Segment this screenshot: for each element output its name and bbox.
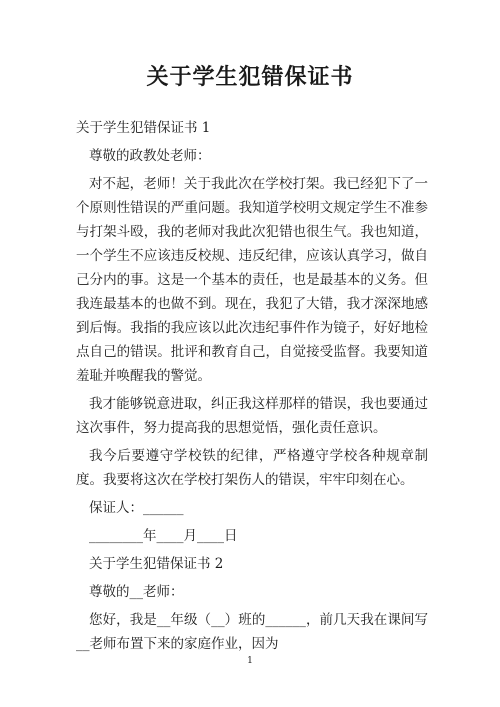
section-heading-2: 关于学生犯错保证书 2 bbox=[89, 556, 224, 572]
page-number: 1 bbox=[247, 656, 253, 666]
guarantor-line: 保证人：______ bbox=[89, 500, 184, 516]
document-title: 关于学生犯错保证书 bbox=[146, 64, 354, 90]
section-heading-1: 关于学生犯错保证书 1 bbox=[76, 120, 211, 136]
paragraph-intro-2: 您好，我是__年级（__）班的______，前几天我在课间写__老师布置下来的家庭作业，因为 bbox=[76, 612, 428, 652]
paragraph-pledge: 我今后要遵守学校铁的纪律，严格遵守学校各种规章制度。我要将这次在学校打架伤人的错误，牢牢印刻在心。 bbox=[76, 448, 428, 488]
paragraph-progress: 我才能够锐意进取，纠正我这样那样的错误，我也要通过这次事件，努力提高我的思想觉悟，强化责任意识。 bbox=[76, 396, 428, 436]
salutation-2: 尊敬的__老师： bbox=[89, 584, 184, 600]
date-line: ________年____月____日 bbox=[89, 528, 238, 544]
salutation-1: 尊敬的政教处老师： bbox=[89, 148, 211, 164]
paragraph-apology: 对不起，老师！关于我此次在学校打架。我已经犯下了一个原则性错误的严重问题。我知道学校明文规定学生不准参与打架斗殴，我的老师对我此次犯错也很生气。我也知道，一个学生不应该违反校规、违反纪律，应该认真学习，做自己分内的事。这是一个基本的责任，也是最基本的义务。但我连最基本的也做不到。现在，我犯了大错，我才深深地感到后悔。我指的我应该以此次违纪事件作为镜子，好好地检点自己的错误。批评和教育自己，自觉接受监督。我要知道羞耻并唤醒我的警觉。 bbox=[76, 176, 428, 384]
document-body bbox=[76, 116, 428, 660]
